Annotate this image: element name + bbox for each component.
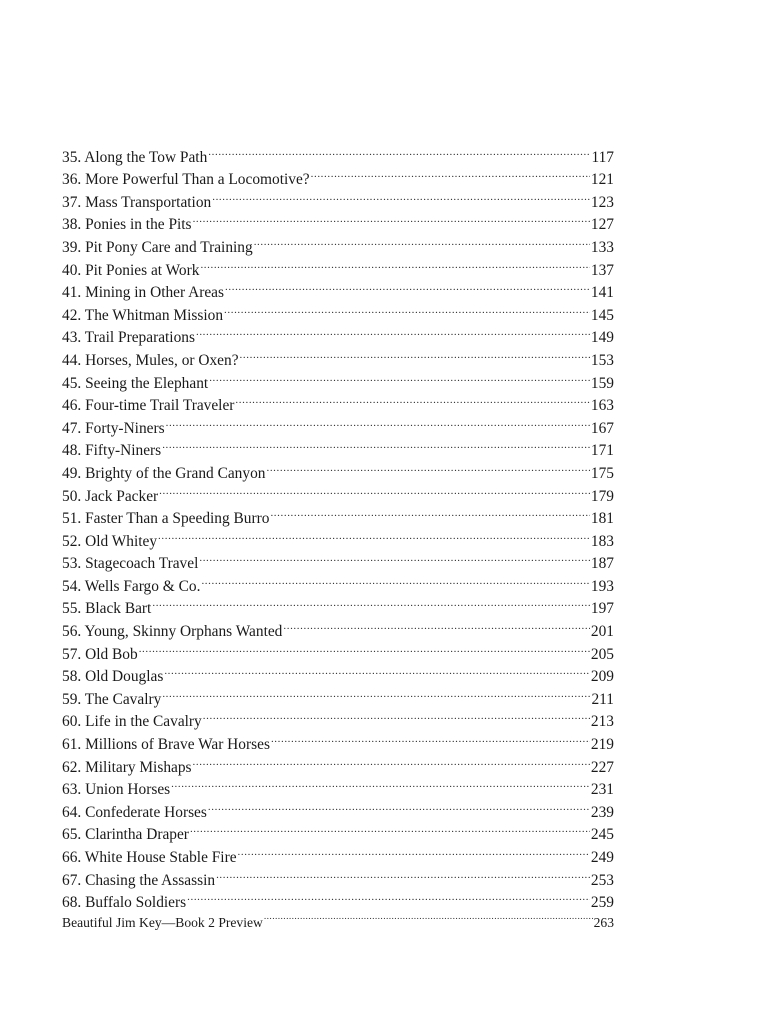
toc-entry-page: 245: [590, 826, 614, 844]
toc-entry-page: 141: [590, 284, 614, 302]
toc-entry-page: 205: [590, 645, 614, 663]
toc-entry-title: 60. Life in the Cavalry: [62, 713, 202, 731]
toc-dot-leader: [152, 591, 590, 614]
toc-dot-leader: [283, 613, 590, 636]
toc-entry-page: 123: [590, 193, 614, 211]
toc-entry-page: 121: [590, 171, 614, 189]
toc-dot-leader: [311, 162, 590, 185]
toc-entry-page: 183: [590, 532, 614, 550]
toc-dot-leader: [171, 772, 590, 795]
toc-entry-title: 47. Forty-Niners: [62, 419, 165, 437]
toc-dot-leader: [162, 681, 590, 704]
toc-entry-title: 58. Old Douglas: [62, 668, 164, 686]
toc-entry-title: 46. Four-time Trail Traveler: [62, 397, 235, 415]
toc-entry-title: 42. The Whitman Mission: [62, 306, 224, 324]
toc-entry-title: 35. Along the Tow Path: [62, 148, 208, 166]
toc-entry-page: 219: [590, 736, 614, 754]
toc-entry[interactable]: [62, 139, 614, 166]
toc-entry-title: 62. Military Mishaps: [62, 758, 192, 776]
toc-entry-page: 175: [590, 464, 614, 482]
toc-entry-title: 40. Pit Ponies at Work: [62, 261, 200, 279]
toc-entry-title: 52. Old Whitey: [62, 532, 158, 550]
toc-entry-title: Beautiful Jim Key—Book 2 Preview: [62, 915, 263, 931]
toc-entry-title: 45. Seeing the Elephant: [62, 374, 209, 392]
toc-dot-leader: [208, 139, 590, 162]
toc-entry-page: 153: [590, 351, 614, 369]
toc-entry-page: 149: [590, 329, 614, 347]
toc-entry-title: 37. Mass Transportation: [62, 193, 212, 211]
toc-dot-leader: [166, 410, 590, 433]
toc-entry-title: 63. Union Horses: [62, 781, 171, 799]
toc-dot-leader: [208, 794, 590, 817]
toc-entry-page: 179: [590, 487, 614, 505]
toc-dot-leader: [264, 907, 593, 927]
toc-entry-page: 127: [590, 216, 614, 234]
toc-dot-leader: [199, 546, 590, 569]
toc-entry-title: 64. Confederate Horses: [62, 803, 207, 821]
toc-dot-leader: [162, 433, 590, 456]
toc-entry-title: 41. Mining in Other Areas: [62, 284, 225, 302]
toc-entry-page: 213: [590, 713, 614, 731]
toc-dot-leader: [164, 659, 590, 682]
toc-entry-page: 117: [591, 148, 614, 166]
toc-entry-title: 55. Black Bart: [62, 600, 152, 618]
toc-entry-page: 263: [593, 915, 614, 931]
toc-dot-leader: [238, 839, 590, 862]
toc-entry-title: 43. Trail Preparations: [62, 329, 195, 347]
toc-entry-page: 163: [590, 397, 614, 415]
toc-entry-page: 249: [590, 849, 614, 866]
toc-entry-page: 145: [590, 306, 614, 324]
toc-entry-title: 39. Pit Pony Care and Training: [62, 238, 253, 256]
toc-dot-leader: [216, 862, 590, 885]
toc-dot-leader: [240, 342, 590, 365]
toc-entry-title: 38. Ponies in the Pits: [62, 216, 192, 234]
toc-dot-leader: [187, 885, 590, 908]
toc-entry-title: 49. Brighty of the Grand Canyon: [62, 464, 266, 482]
toc-entry-page: 133: [590, 238, 614, 256]
toc-dot-leader: [224, 297, 590, 320]
toc-entry-page: 171: [590, 442, 614, 460]
toc-dot-leader: [200, 252, 589, 275]
toc-dot-leader: [270, 501, 589, 524]
toc-entry-page: 159: [590, 374, 614, 392]
toc-entry-title: 66. White House Stable Fire: [62, 849, 237, 866]
toc-entry-title: 59. The Cavalry: [62, 690, 162, 708]
toc-entry-title: 53. Stagecoach Travel: [62, 555, 199, 573]
toc-entry-title: 61. Millions of Brave War Horses: [62, 736, 270, 754]
toc-entry[interactable]: [62, 659, 614, 686]
toc-dot-leader: [225, 275, 590, 298]
toc-dot-leader: [209, 365, 590, 388]
toc-entry-page: 227: [590, 758, 614, 776]
toc-dot-leader: [201, 568, 589, 591]
toc-entry-title: 68. Buffalo Soldiers: [62, 894, 187, 912]
toc-entry-title: 51. Faster Than a Speeding Burro: [62, 510, 270, 528]
toc-entry-page: 193: [590, 577, 614, 595]
toc-dot-leader: [212, 184, 590, 207]
toc-entry-page: 201: [590, 623, 614, 641]
toc-entry-page: 167: [590, 419, 614, 437]
toc-entry-page: 259: [590, 894, 614, 912]
toc-entry[interactable]: [62, 636, 614, 663]
toc-dot-leader: [254, 229, 590, 252]
toc-entry-page: 209: [590, 668, 614, 686]
toc-entry-title: 57. Old Bob: [62, 645, 138, 663]
toc-entry-page: 181: [590, 510, 614, 528]
toc-entry-page: 211: [591, 690, 614, 708]
toc-entry-title: 44. Horses, Mules, or Oxen?: [62, 351, 239, 369]
toc-entry-title: 56. Young, Skinny Orphans Wanted: [62, 623, 283, 641]
toc-dot-leader: [203, 704, 590, 727]
toc-entry-title: 67. Chasing the Assassin: [62, 871, 216, 889]
toc-entry-page: 137: [590, 261, 614, 279]
toc-dot-leader: [235, 388, 589, 411]
toc-dot-leader: [193, 749, 590, 772]
toc-entry-page: 231: [590, 781, 614, 799]
toc-entry-title: 50. Jack Packer: [62, 487, 159, 505]
toc-entry-title: 65. Clarintha Draper: [62, 826, 189, 844]
toc-entry-page: 197: [590, 600, 614, 618]
toc-entry-page: 253: [590, 871, 614, 889]
toc-dot-leader: [158, 523, 590, 546]
table-of-contents: [62, 139, 614, 931]
toc-dot-leader: [139, 636, 590, 659]
toc-entry-title: 54. Wells Fargo & Co.: [62, 577, 201, 595]
toc-dot-leader: [266, 455, 589, 478]
toc-dot-leader: [271, 726, 590, 749]
toc-dot-leader: [193, 207, 590, 230]
toc-entry-page: 187: [590, 555, 614, 573]
toc-dot-leader: [196, 320, 590, 343]
toc-entry-title: 36. More Powerful Than a Locomotive?: [62, 171, 310, 189]
toc-dot-leader: [190, 817, 590, 840]
toc-entry-title: 48. Fifty-Niners: [62, 442, 162, 460]
toc-entry-page: 239: [590, 803, 614, 821]
toc-entries: [62, 139, 614, 912]
toc-dot-leader: [159, 478, 590, 501]
